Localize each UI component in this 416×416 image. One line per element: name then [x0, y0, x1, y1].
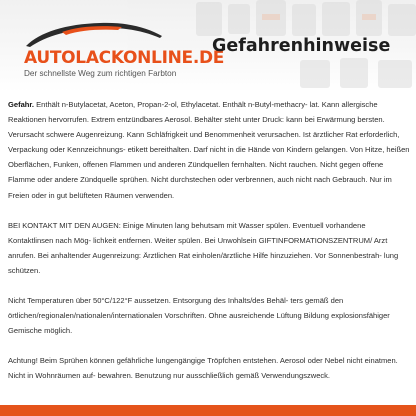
footer-accent-bar	[0, 405, 416, 416]
brand-name: AUTOLACKONLINE.DE	[24, 48, 225, 68]
brand-logo[interactable]	[20, 18, 225, 78]
storage-disposal-paragraph: Nicht Temperaturen über 50°C/122°F aussetzen. Entsorgung des Inhalts/des Behäl- ters gemäß den örtlichen/regionalen/nationalen/internationalen Vorschriften. Ohne ausreichende Lüftung Bildung explosionsfähiger Gemische möglich.	[8, 296, 390, 336]
warning-paragraph: Achtung! Beim Sprühen können gefährliche lungengängige Tröpfchen entstehen. Aerosol oder Nebel nicht einatmen. Nicht in Wohnräumen auf- bewahren. Benutzung nur ausschließlich gemäß Verwendungszweck.	[8, 356, 398, 381]
brand-tagline: Der schnellste Weg zum richtigen Farbton	[24, 69, 177, 78]
hazard-paragraph	[8, 97, 412, 203]
header	[0, 0, 416, 92]
page-title: Gefahrenhinweise	[212, 36, 391, 56]
hazard-text-body	[8, 97, 412, 399]
car-silhouette-icon	[22, 18, 172, 50]
hazard-statements-text: Enthält n-Butylacetat, Aceton, Propan-2-ol, Ethylacetat. Enthält n-Butyl-methacry- lat. Kann allergische Reaktionen hervorrufen. Extrem entzündbares Aerosol. Behälter steht unter Druck: kann bei Erwärmung bersten. Verursacht schwere Augenreizung. Kann Schläfrigkeit und Benommenheit verursachen. Ist ärztlicher Rat erforderlich, Verpackung oder Kennzeichnungs- etikett bereithalten. Darf nicht in die Hände von Kindern gelangen. Von Hitze, heißen Oberflächen, Funken, offenen Flammen und anderen Zündquellen fernhalten. Nicht rauchen. Nicht gegen offene Flamme oder andere Zündquelle sprühen. Nicht durchstechen oder verbrennen, auch nicht nach Gebrauch. Nur im Freien oder in gut belüfteten Räumen verwenden.	[8, 100, 410, 200]
signal-word: Gefahr.	[8, 100, 35, 109]
first-aid-paragraph: BEI KONTAKT MIT DEN AUGEN: Einige Minuten lang behutsam mit Wasser spülen. Eventuell vorhandene Kontaktlinsen nach Mög- lichkeit entfernen. Weiter spülen. Bei Unwohlsein GIFTINFORMATIONSZENTRUM/ Arzt anrufen. Bei anhaltender Augenreizung: Ärztlichen Rat einholen/ärztliche Hilfe hinzuziehen. Vor Sonnenbestrah- lung schützen.	[8, 220, 399, 275]
